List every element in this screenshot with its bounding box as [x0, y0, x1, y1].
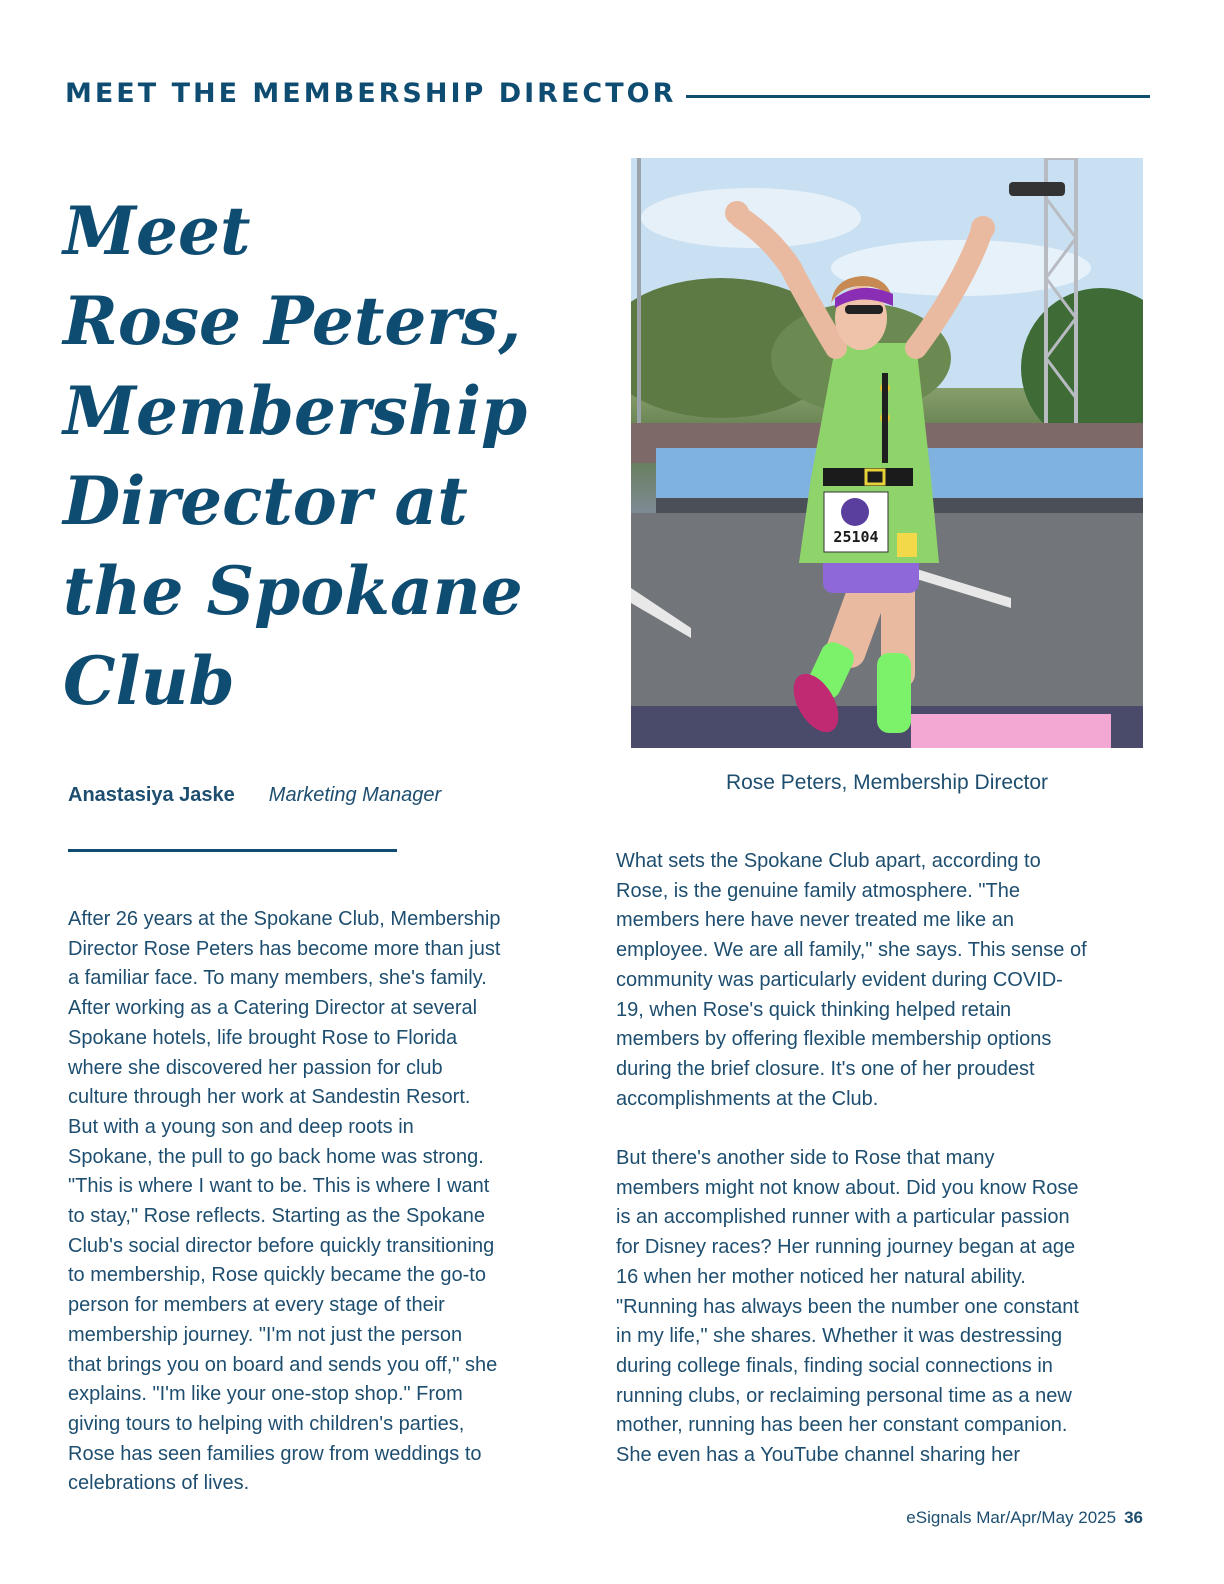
text-line: What sets the Spokane Club apart, according to — [616, 850, 1041, 872]
text-line: community was particularly evident during COVID- — [616, 968, 1063, 991]
text-line: for Disney races? Her running journey began at age — [616, 1236, 1076, 1259]
text-line: accomplishments at the Club. — [616, 1087, 879, 1110]
text-line: Rose, is the genuine family atmosphere. "The — [616, 879, 1020, 902]
text-line: giving tours to helping with children's parties, — [68, 1412, 465, 1435]
headline-line: Rose Peters, — [63, 282, 522, 360]
headline-line: the Spokane — [63, 552, 523, 630]
headline — [63, 186, 583, 726]
byline-author: Anastasiya Jaske — [68, 784, 235, 806]
section-header: MEET THE MEMBERSHIP DIRECTOR — [65, 78, 677, 109]
page-footer — [700, 1508, 1143, 1528]
headline-line: Director at — [63, 462, 468, 540]
headline-line: Club — [63, 642, 235, 720]
text-line: Spokane hotels, life brought Rose to Florida — [68, 1026, 458, 1049]
text-line: to membership, Rose quickly became the go-to — [68, 1264, 486, 1287]
text-line: members might not know about. Did you know Rose — [616, 1176, 1079, 1199]
text-line: employee. We are all family," she says. This sense of — [616, 939, 1087, 962]
text-line: mother, running has been her constant companion. — [616, 1414, 1068, 1437]
text-line: Rose has seen families grow from weddings to — [68, 1442, 482, 1465]
page-number: 36 — [1124, 1508, 1143, 1527]
text-line: explains. "I'm like your one-stop shop." From — [68, 1383, 463, 1406]
text-line: Spokane, the pull to go back home was strong. — [68, 1145, 484, 1168]
text-line: But there's another side to Rose that many — [616, 1147, 995, 1170]
photo-caption: Rose Peters, Membership Director — [725, 771, 1049, 794]
text-line: during college finals, finding social connections in — [616, 1354, 1053, 1377]
byline — [68, 784, 441, 807]
article-column-left — [68, 905, 568, 1499]
bib-number: 25104 — [833, 528, 879, 546]
text-line: Director Rose Peters has become more than just — [68, 937, 501, 960]
text-line: to stay," Rose reflects. Starting as the Spokane — [68, 1205, 485, 1228]
text-line: 19, when Rose's quick thinking helped retain — [616, 998, 1012, 1021]
text-line: After 26 years at the Spokane Club, Membership — [68, 908, 501, 930]
text-line: person for members at every stage of their — [68, 1294, 445, 1317]
text-line: "Running has always been the number one constant — [616, 1295, 1079, 1318]
byline-rule — [68, 849, 397, 852]
headline-line: Meet — [63, 192, 251, 270]
text-line: in my life," she shares. Whether it was destressing — [616, 1325, 1063, 1348]
text-line: 16 when her mother noticed her natural ability. — [616, 1265, 1026, 1288]
headline-line: Membership — [63, 372, 528, 450]
text-line: "This is where I want to be. This is where I want — [68, 1175, 490, 1198]
article-paragraph — [616, 1144, 1156, 1471]
text-line: celebrations of lives. — [68, 1472, 250, 1495]
text-line: where she discovered her passion for club — [68, 1056, 443, 1079]
text-line: during the brief closure. It's one of her proudest — [616, 1057, 1035, 1080]
publication-name: eSignals Mar/Apr/May 2025 — [906, 1508, 1117, 1527]
text-line: culture through her work at Sandestin Resort. — [68, 1086, 471, 1109]
text-line: running clubs, or reclaiming personal time as a new — [616, 1384, 1072, 1407]
runner-illustration — [631, 158, 1143, 748]
text-line: membership journey. "I'm not just the person — [68, 1323, 463, 1346]
byline-role: Marketing Manager — [268, 784, 442, 806]
header-rule — [686, 95, 1150, 98]
text-line: After working as a Catering Director at several — [68, 997, 478, 1020]
text-line: But with a young son and deep roots in — [68, 1115, 414, 1138]
text-line: members by offering flexible membership options — [616, 1028, 1052, 1051]
text-line: She even has a YouTube channel sharing her — [616, 1444, 1021, 1467]
article-paragraph — [616, 847, 1156, 1114]
text-line: members here have never treated me like an — [616, 909, 1014, 932]
text-line: that brings you on board and sends you off," she — [68, 1353, 498, 1376]
text-line: Club's social director before quickly transitioning — [68, 1234, 495, 1257]
article-paragraph — [68, 905, 568, 1499]
article-column-right — [616, 847, 1156, 1471]
text-line: is an accomplished runner with a particular passion — [616, 1206, 1070, 1229]
runner-photo — [631, 158, 1143, 748]
text-line: a familiar face. To many members, she's family. — [68, 967, 487, 990]
